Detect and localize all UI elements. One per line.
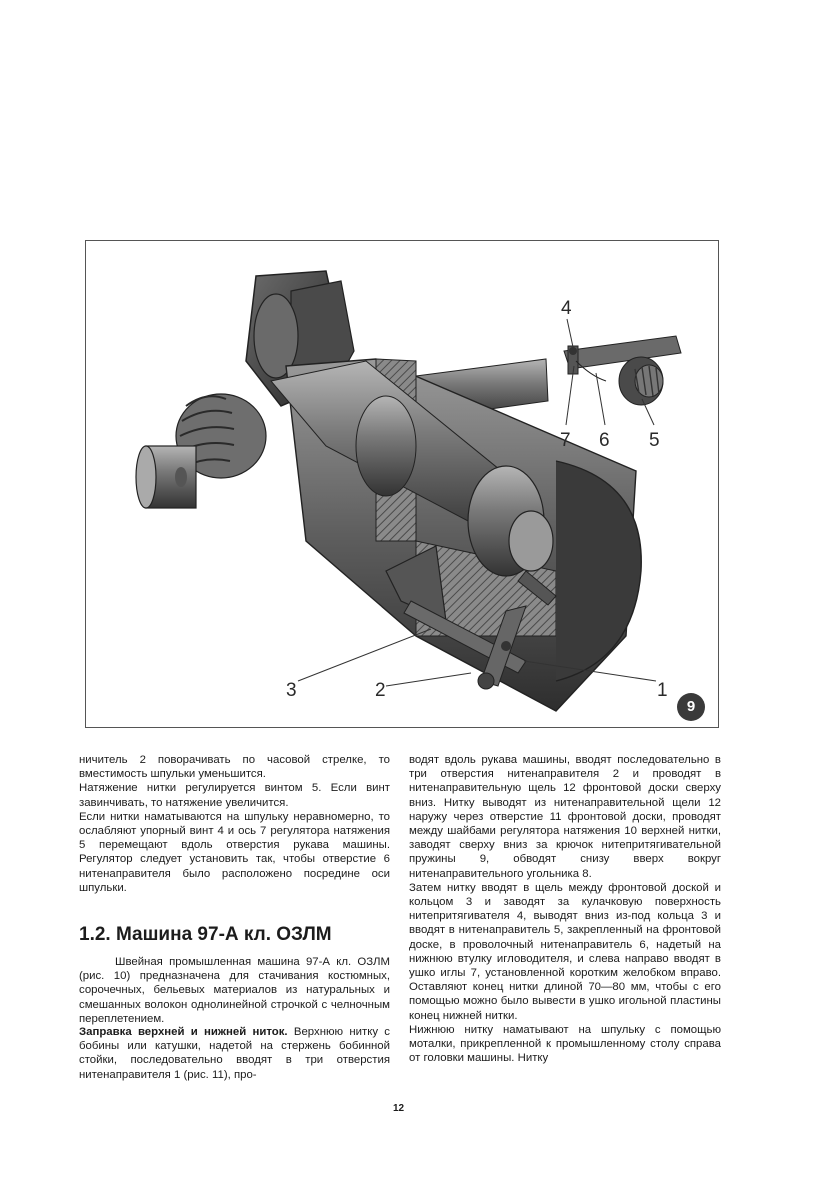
figure-9: [85, 240, 719, 728]
callout-6: 6: [599, 430, 610, 451]
callout-7: 7: [560, 430, 571, 451]
paragraph: Если нитки наматываются на шпульку неравномерно, то ослабляют упорный винт 4 и ось 7 регулятора натяжения 5 перемещают вдоль отверстия рукава машины. Регулятор следует установить так, чтобы отверстие 6 нитенаправителя было расположено посредине оси шпульки.: [79, 810, 390, 894]
bobbin-winder-illustration: [86, 241, 718, 727]
section-heading: 1.2. Машина 97-А кл. ОЗЛМ: [79, 924, 332, 945]
callout-1: 1: [657, 680, 668, 701]
callout-5: 5: [649, 430, 660, 451]
callout-3: 3: [286, 680, 297, 701]
left-column-top-text: [79, 753, 390, 895]
page-number: 12: [393, 1103, 405, 1114]
right-column-text: [409, 753, 721, 1065]
paragraph: Затем нитку вводят в щель между фронтовой доской и кольцом 3 и заводят за кулачковую поверхность нитепритягивателя 4, выводят вниз из-под кольца 3 и вводят в нитенаправитель 5, закрепленный на фронтовой доске, в проволочный нитенаправитель 6, надетый на нижнюю втулку игловодителя, и слева направо вводят в ушко иглы 7, установленной коротким желобком вправо. Оставляют конец нитки длиной 70—80 мм, чтобы с его помощью можно было вывести в ушко игольной пластины конец нижней нитки.: [409, 881, 721, 1022]
paragraph: водят вдоль рукава машины, вводят последовательно в три отверстия нитенаправителя 2 и проводят в нитенаправительную щель 12 фронтовой доски сверху вниз. Нитку выводят из нитенаправительной щели 12 наружу через отверстие 11 фронтовой доски, проводят между шайбами регулятора натяжения 10 верхней нитки, заводят сверху вниз за крючок нитепритягивательной пружины 9, обводят снизу вверх вокруг нитенаправительного угольника 8.: [409, 754, 721, 880]
figure-number-badge: 9: [677, 693, 705, 721]
callout-4: 4: [561, 298, 572, 319]
paragraph: ничитель 2 поворачивать по часовой стрелке, то вместимость шпульки уменьшится.: [79, 754, 390, 781]
threading-paragraph: [79, 1025, 390, 1082]
intro-paragraph: Швейная промышленная машина 97-А кл. ОЗЛМ (рис. 10) предназначена для стачивания костюмных, сорочечных, бельевых материалов из натуральных и смешанных волокон однолинейной строчкой с челночным переплетением.: [79, 956, 390, 1025]
tension-regulator-inset: [564, 336, 681, 405]
threading-text: Верхнюю нитку с бобины или катушки, надетой на стержень бобинной стойки, последовательно вводят в три отверстия нитенаправителя 1 (рис. 11), про-: [79, 1026, 390, 1081]
callout-2: 2: [375, 680, 386, 701]
paragraph: Нижнюю нитку наматывают на шпульку с помощью моталки, прикрепленной к промышленному столу справа от головки машины. Нитку: [409, 1023, 721, 1065]
paragraph: Натяжение нитки регулируется винтом 5. Если винт завинчивать, то натяжение увеличится.: [79, 782, 390, 809]
threading-run-in-heading: Заправка верхней и нижней ниток.: [79, 1026, 288, 1038]
spindle-end-shape: [136, 446, 196, 508]
